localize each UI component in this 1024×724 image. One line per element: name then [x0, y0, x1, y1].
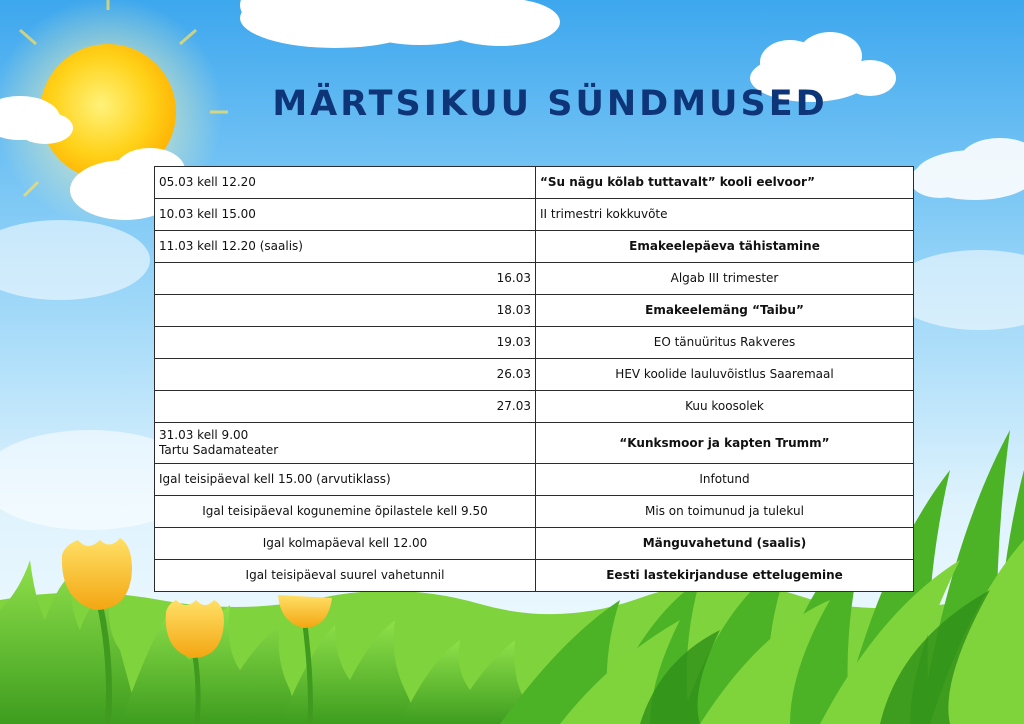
table-row	[155, 295, 914, 327]
event-name: Mis on toimunud ja tulekul	[536, 496, 914, 528]
event-name: “Kunksmoor ja kapten Trumm”	[536, 423, 914, 464]
event-time: 27.03	[155, 391, 536, 423]
table-row	[155, 199, 914, 231]
event-name: II trimestri kokkuvõte	[536, 199, 914, 231]
table-row	[155, 464, 914, 496]
table-row	[155, 560, 914, 592]
event-time: Igal teisipäeval suurel vahetunnil	[155, 560, 536, 592]
table-row	[155, 263, 914, 295]
event-name: Infotund	[536, 464, 914, 496]
event-time: 11.03 kell 12.20 (saalis)	[155, 231, 536, 263]
event-time: 19.03	[155, 327, 536, 359]
event-time: Igal teisipäeval kell 15.00 (arvutiklass)	[155, 464, 536, 496]
event-time: 05.03 kell 12.20	[155, 167, 536, 199]
event-time: Igal teisipäeval kogunemine õpilastele kell 9.50	[155, 496, 536, 528]
table-row	[155, 167, 914, 199]
event-time: 10.03 kell 15.00	[155, 199, 536, 231]
event-venue-line: Tartu Sadamateater	[159, 443, 279, 457]
cloud-icon	[240, 0, 560, 48]
event-name: Emakeelemäng “Taibu”	[536, 295, 914, 327]
event-time: 18.03	[155, 295, 536, 327]
table-row	[155, 327, 914, 359]
event-name: “Su nägu kõlab tuttavalt” kooli eelvoor”	[536, 167, 914, 199]
event-time: 16.03	[155, 263, 536, 295]
event-name: Algab III trimester	[536, 263, 914, 295]
event-name: EO tänuüritus Rakveres	[536, 327, 914, 359]
table-row	[155, 528, 914, 560]
event-time-line: 31.03 kell 9.00	[159, 428, 249, 442]
events-table	[154, 166, 914, 592]
table-row	[155, 359, 914, 391]
table-row	[155, 423, 914, 464]
table-row	[155, 391, 914, 423]
table-row	[155, 496, 914, 528]
event-name: Mänguvahetund (saalis)	[536, 528, 914, 560]
event-name: HEV koolide lauluvõistlus Saaremaal	[536, 359, 914, 391]
event-time: 26.03	[155, 359, 536, 391]
page-title: MÄRTSIKUU SÜNDMUSED	[272, 84, 828, 124]
event-name: Kuu koosolek	[536, 391, 914, 423]
event-time: Igal kolmapäeval kell 12.00	[155, 528, 536, 560]
event-time	[155, 423, 536, 464]
event-name: Emakeelepäeva tähistamine	[536, 231, 914, 263]
table-row	[155, 231, 914, 263]
event-name: Eesti lastekirjanduse ettelugemine	[536, 560, 914, 592]
